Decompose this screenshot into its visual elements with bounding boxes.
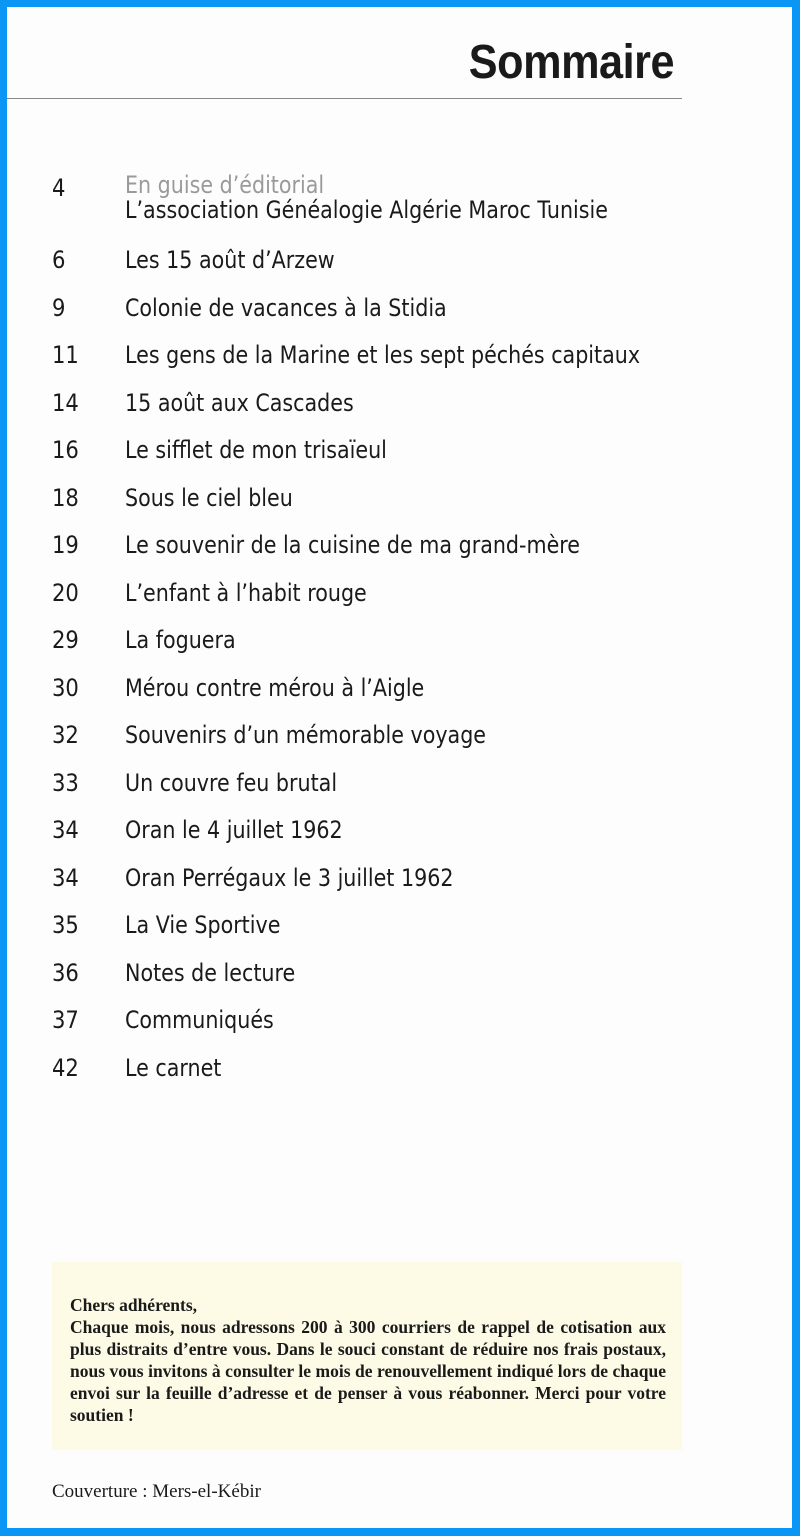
toc-page-number: 34 [52,863,79,892]
toc-page-number: 33 [52,768,79,797]
toc-entry-title: Le sifflet de mon trisaïeul [125,436,387,464]
toc-page-number: 11 [52,341,79,369]
toc-item[interactable] [7,435,707,483]
cover-caption: Couverture : Mers-el-Kébir [52,1481,261,1502]
toc-item[interactable] [7,578,707,626]
toc-entry-title: Le carnet [125,1053,222,1082]
toc-item[interactable] [7,720,707,768]
toc-entry-title: La Vie Sportive [125,911,281,939]
toc-title-text: L’association Généalogie Algérie Maroc Tunisie [125,196,608,224]
toc-entry-title [125,173,608,223]
toc-item[interactable] [7,530,707,578]
toc-item[interactable] [7,483,707,531]
page-title: Sommaire [468,36,674,89]
toc-page-number: 20 [52,578,79,607]
table-of-contents [7,173,707,1100]
toc-page-number: 36 [52,958,79,987]
toc-entry-title: La foguera [125,626,236,654]
note-greeting: Chers adhérents, [70,1295,198,1315]
toc-entry-title: Notes de lecture [125,958,296,987]
toc-item[interactable] [7,625,707,673]
toc-item[interactable] [7,1053,707,1101]
toc-page-number: 35 [52,911,79,939]
toc-item[interactable] [7,173,707,245]
toc-item[interactable] [7,768,707,816]
toc-kicker: En guise d’éditorial [125,171,325,199]
toc-entry-title: Souvenirs d’un mémorable voyage [125,721,486,749]
toc-entry-title: Mérou contre mérou à l’Aigle [125,673,425,702]
toc-entry-title: Sous le ciel bleu [125,483,293,512]
toc-page-number: 16 [52,436,79,464]
toc-entry-title: Oran Perrégaux le 3 juillet 1962 [125,863,454,892]
toc-entry-title: 15 août aux Cascades [125,388,354,417]
toc-page-number: 14 [52,388,79,417]
toc-page-number: 18 [52,483,79,512]
toc-page-number: 4 [52,174,66,202]
toc-entry-title: Communiqués [125,1006,274,1034]
toc-page-number: 37 [52,1006,79,1034]
toc-item[interactable] [7,245,707,293]
toc-page-number: 6 [52,246,66,274]
toc-item[interactable] [7,958,707,1006]
toc-item[interactable] [7,388,707,436]
toc-entry-title: Un couvre feu brutal [125,768,338,797]
toc-page-number: 30 [52,673,79,702]
toc-entry-title: Les 15 août d’Arzew [125,246,335,274]
toc-item[interactable] [7,815,707,863]
toc-entry-title: Les gens de la Marine et les sept péchés capitaux [125,341,641,369]
toc-page-number: 42 [52,1053,79,1082]
title-divider [7,98,682,99]
page [7,7,792,1528]
toc-item[interactable] [7,673,707,721]
toc-page-number: 19 [52,531,79,559]
toc-entry-title: Colonie de vacances à la Stidia [125,293,447,322]
membership-reminder-note [52,1262,682,1450]
toc-entry-title: Oran le 4 juillet 1962 [125,816,343,844]
toc-item[interactable] [7,863,707,911]
toc-page-number: 9 [52,293,66,322]
toc-item[interactable] [7,910,707,958]
note-body: Chaque mois, nous adressons 200 à 300 courriers de rappel de cotisation aux plus distraits d’entre vous. Dans le souci constant de réduire nos frais postaux, nous vous invitons à consulter le mois de renouvellement indiqué lors de chaque envoi sur la feuille d’adresse et de penser à vous réabonner. Merci pour votre soutien ! [70,1317,666,1425]
toc-item[interactable] [7,1005,707,1053]
toc-page-number: 32 [52,721,79,749]
toc-entry-title: L’enfant à l’habit rouge [125,578,367,607]
toc-item[interactable] [7,340,707,388]
toc-page-number: 29 [52,626,79,654]
toc-item[interactable] [7,293,707,341]
toc-entry-title: Le souvenir de la cuisine de ma grand-mère [125,531,581,559]
toc-page-number: 34 [52,816,79,844]
